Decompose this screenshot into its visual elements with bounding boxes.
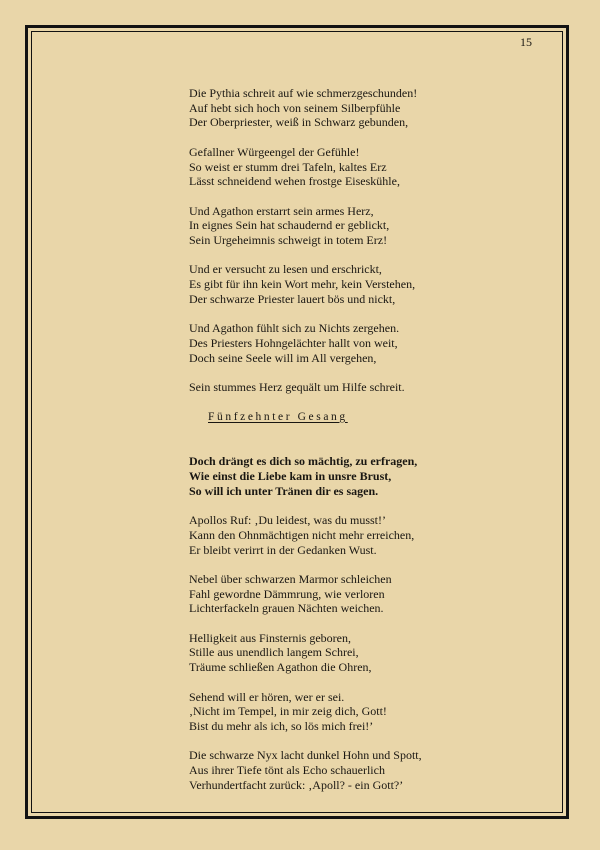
section-heading: Fünfzehnter Gesang — [208, 410, 348, 423]
poem-line-bold: Doch drängt es dich so mächtig, zu erfragen, — [189, 454, 418, 469]
poem-line: Apollos Ruf: ‚Du leidest, was du musst!’ — [189, 513, 386, 528]
poem-line: Die schwarze Nyx lacht dunkel Hohn und Spott, — [189, 748, 422, 763]
stanza — [189, 204, 489, 248]
stanza-closing-line — [189, 380, 489, 395]
poem-line: Gefallner Würgeengel der Gefühle! — [189, 144, 360, 159]
poem-line: Und er versucht zu lesen und erschrickt, — [189, 262, 382, 277]
stanza — [189, 513, 489, 557]
poem-line: Helligkeit aus Finsternis geboren, — [189, 630, 351, 645]
poem-line: Sein Urgeheimnis schweigt in totem Erz! — [189, 233, 388, 247]
poem-line: In eignes Sein hat schaudernd er geblickt, — [189, 218, 390, 233]
poem-line: Lichterfackeln grauen Nächten weichen. — [189, 601, 384, 616]
stanza-bold-intro — [189, 454, 489, 498]
poem-line: Der schwarze Priester lauert bös und nickt, — [189, 291, 396, 306]
page-number: 15 — [520, 35, 532, 49]
poem-line: Doch seine Seele will im All vergehen, — [189, 350, 377, 365]
stanza — [189, 572, 489, 616]
poem-line: Kann den Ohnmächtigen nicht mehr erreichen, — [189, 527, 415, 542]
poem-line-bold: Wie einst die Liebe kam in unsre Brust, — [189, 469, 392, 484]
stanza — [189, 86, 489, 130]
poem-line-bold: So will ich unter Tränen dir es sagen. — [189, 483, 379, 498]
poem-line: Träume schließen Agathon die Ohren, — [189, 660, 372, 675]
poem-body — [189, 86, 489, 807]
poem-line: Er bleibt verirrt in der Gedanken Wust. — [189, 542, 377, 557]
poem-line: Und Agathon erstarrt sein armes Herz, — [189, 203, 374, 218]
stanza — [189, 748, 489, 792]
stanza — [189, 690, 489, 734]
poem-line: Stille aus unendlich langem Schrei, — [189, 645, 359, 660]
poem-line: Der Oberpriester, weiß in Schwarz gebunden, — [189, 115, 409, 130]
poem-line: Es gibt für ihn kein Wort mehr, kein Verstehen, — [189, 277, 416, 292]
poem-line: Nebel über schwarzen Marmor schleichen — [189, 571, 392, 586]
poem-line: Sein stummes Herz gequält um Hilfe schreit. — [189, 379, 405, 394]
poem-line: Des Priesters Hohngelächter hallt von weit, — [189, 335, 398, 350]
poem-line: Auf hebt sich hoch von seinem Silberpfühle — [189, 100, 401, 115]
poem-line: Verhundertfacht zurück: ‚Apoll? - ein Gott?’ — [189, 777, 404, 792]
poem-line: ‚Nicht im Tempel, in mir zeig dich, Gott! — [189, 704, 387, 719]
poem-line: Aus ihrer Tiefe tönt als Echo schauerlich — [189, 763, 385, 778]
poem-line: Fahl gewordne Dämmrung, wie verloren — [189, 586, 385, 601]
poem-line: Lässt schneidend wehen frostge Eiseskühle, — [189, 174, 400, 189]
poem-line: Und Agathon fühlt sich zu Nichts zergehen. — [189, 321, 400, 336]
stanza — [189, 631, 489, 675]
stanza — [189, 321, 489, 365]
stanza — [189, 145, 489, 189]
poem-line: Die Pythia schreit auf wie schmerzgeschunden! — [189, 86, 418, 100]
poem-line: Sehend will er hören, wer er sei. — [189, 689, 345, 704]
stanza — [189, 262, 489, 306]
poem-line: Bist du mehr als ich, so lös mich frei!’ — [189, 718, 374, 733]
poem-line: So weist er stumm drei Tafeln, kaltes Erz — [189, 159, 387, 174]
